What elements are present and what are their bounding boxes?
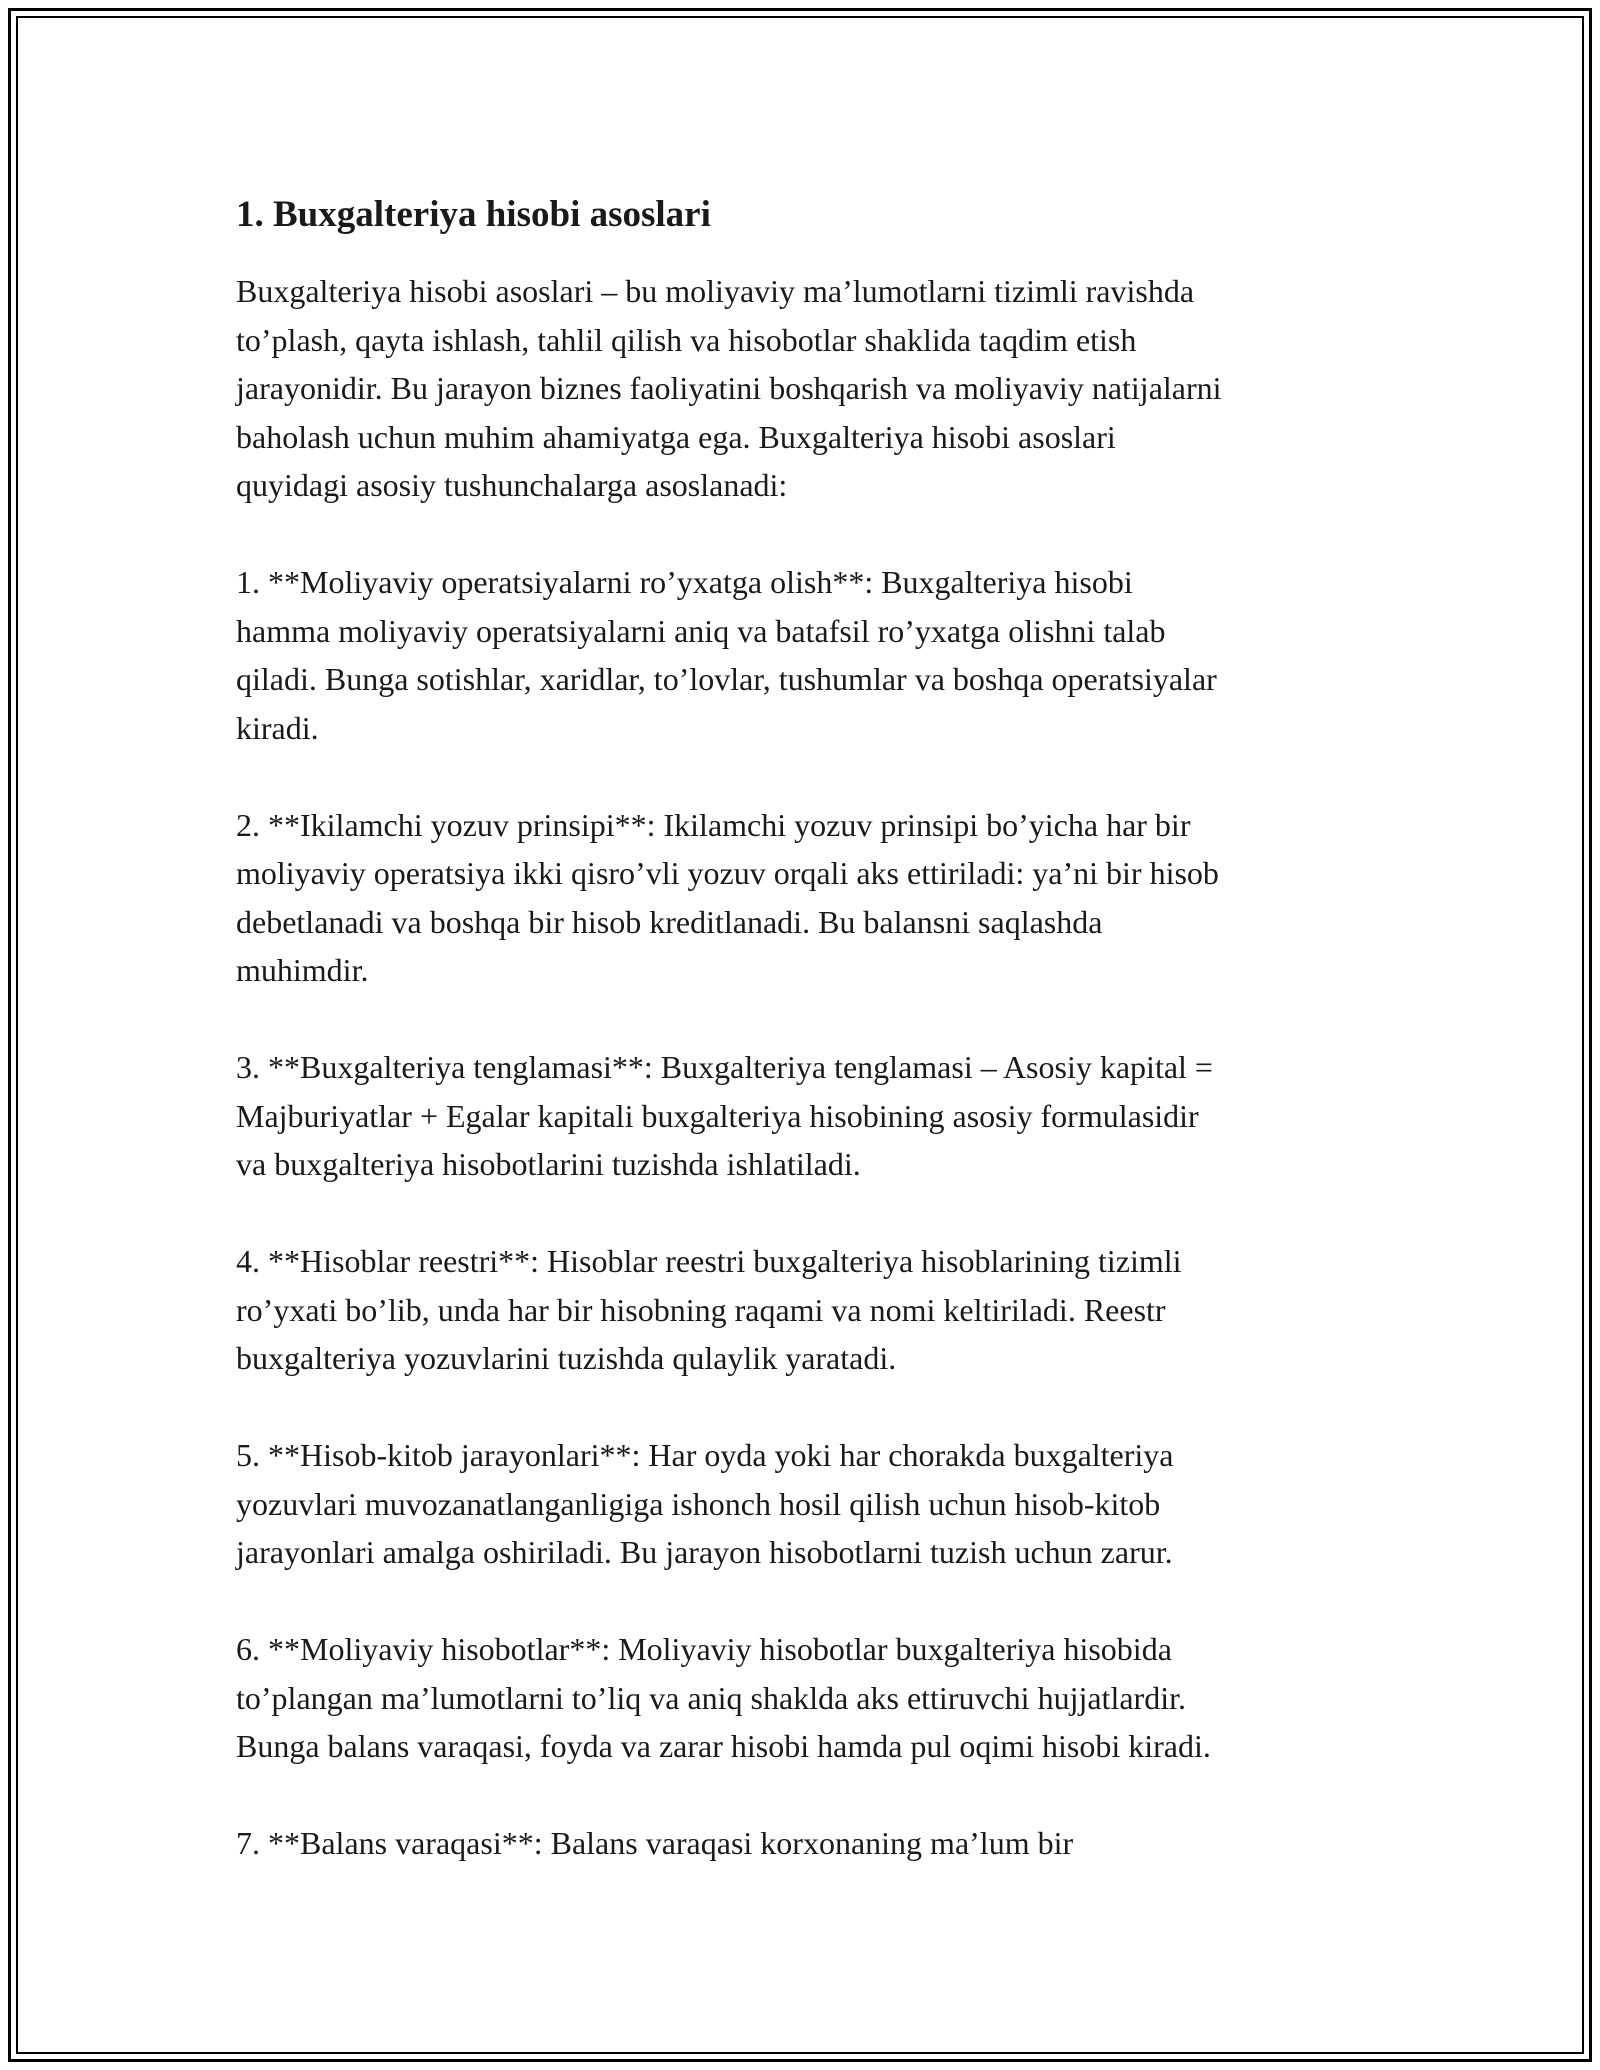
list-item-2: 2. **Ikilamchi yozuv prinsipi**: Ikilamchi yozuv prinsipi bo’yicha har bir moliyaviy operatsiya ikki qisro’vli yozuv orqali aks ettiriladi: ya’ni bir hisob debetlanadi va boshqa bir hisob kreditlanadi. Bu balansni saqlashda muhimdir.	[236, 806, 1219, 988]
intro-paragraph: Buxgalteriya hisobi asoslari – bu moliyaviy ma’lumotlarni tizimli ravishda to’plash, qayta ishlash, tahlil qilish va hisobotlar shaklida taqdim etish jarayonidir. Bu jarayon biznes faoliyatini boshqarish va moliyaviy natijalarni baholash uchun muhim ahamiyatga ega. Buxgalteriya hisobi asoslari quyidagi asosiy tushunchalarga asoslanadi:	[236, 273, 1222, 503]
list-item-6: 6. **Moliyaviy hisobotlar**: Moliyaviy hisobotlar buxgalteriya hisobida to’plangan ma’lumotlarni to’liq va aniq shaklda aks ettiruvchi hujjatlardir. Bunga balans varaqasi, foyda va zarar hisobi hamda pul oqimi hisobi kiradi.	[236, 1631, 1211, 1764]
list-item-5: 5. **Hisob-kitob jarayonlari**: Har oyda yoki har chorakda buxgalteriya yozuvlari muvozanatlanganligiga ishonch hosil qilish uchun hisob-kitob jarayonlari amalga oshiriladi. Bu jarayon hisobotlarni tuzish uchun zarur.	[236, 1437, 1174, 1570]
document-body	[236, 190, 1376, 1916]
list-item-4: 4. **Hisoblar reestri**: Hisoblar reestri buxgalteriya hisoblarining tizimli ro’yxati bo’lib, unda har bir hisobning raqami va nomi keltiriladi. Reestr buxgalteriya yozuvlarini tuzishda qulaylik yaratadi.	[236, 1243, 1182, 1376]
list-item-3: 3. **Buxgalteriya tenglamasi**: Buxgalteriya tenglamasi – Asosiy kapital = Majburiyatlar + Egalar kapitali buxgalteriya hisobining asosiy formulasidir va buxgalteriya hisobotlarini tuzishda ishlatiladi.	[236, 1049, 1213, 1182]
document-title: 1. Buxgalteriya hisobi asoslari	[236, 194, 711, 235]
list-item-7: 7. **Balans varaqasi**: Balans varaqasi korxonaning ma’lum bir	[236, 1825, 1074, 1861]
list-item-1: 1. **Moliyaviy operatsiyalarni ro’yxatga olish**: Buxgalteriya hisobi hamma moliyaviy operatsiyalarni aniq va batafsil ro’yxatga olishni talab qiladi. Bunga sotishlar, xaridlar, to’lovlar, tushumlar va boshqa operatsiyalar kiradi.	[236, 564, 1217, 746]
